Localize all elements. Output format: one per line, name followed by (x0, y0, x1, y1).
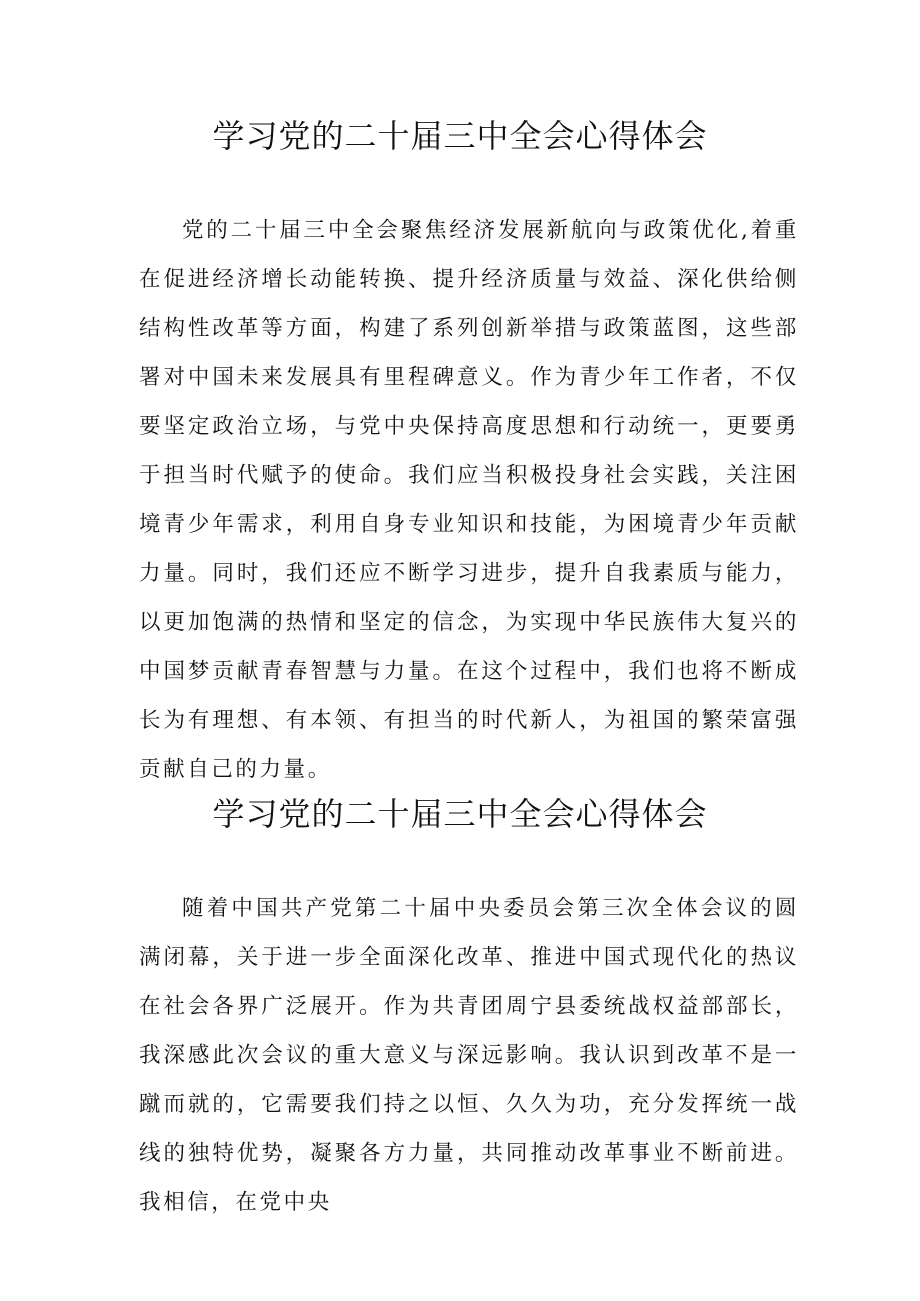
section-title: 学习党的二十届三中全会心得体会 (212, 117, 708, 155)
section-paragraph: 党的二十届三中全会聚焦经济发展新航向与政策优化,着重在促进经济增长动能转换、提升经济质量与效益、深化供给侧结构性改革等方面，构建了系列创新举措与政策蓝图，这些部署对中国未来发展具有里程碑意义。作为青少年工作者，不仅要坚定政治立场，与党中央保持高度思想和行动统一，更要勇于担当时代赋予的使命。我们应当积极投身社会实践，关注困境青少年需求，利用自身专业知识和技能，为困境青少年贡献力量。同时，我们还应不断学习进步，提升自我素质与能力，以更加饱满的热情和坚定的信念，为实现中华民族伟大复兴的中国梦贡献青春智慧与力量。在这个过程中，我们也将不断成长为有理想、有本领、有担当的时代新人，为祖国的繁荣富强贡献自己的力量。 (139, 218, 799, 782)
section-title: 学习党的二十届三中全会心得体会 (212, 795, 708, 833)
section-paragraph: 随着中国共产党第二十届中央委员会第三次全体会议的圆满闭幕，关于进一步全面深化改革、推进中国式现代化的热议在社会各界广泛展开。作为共青团周宁县委统战权益部部长，我深感此次会议的重大意义与深远影响。我认识到改革不是一蹴而就的，它需要我们持之以恒、久久为功，充分发挥统一战线的独特优势，凝聚各方力量，共同推动改革事业不断前进。我相信，在党中央 (139, 896, 799, 1215)
